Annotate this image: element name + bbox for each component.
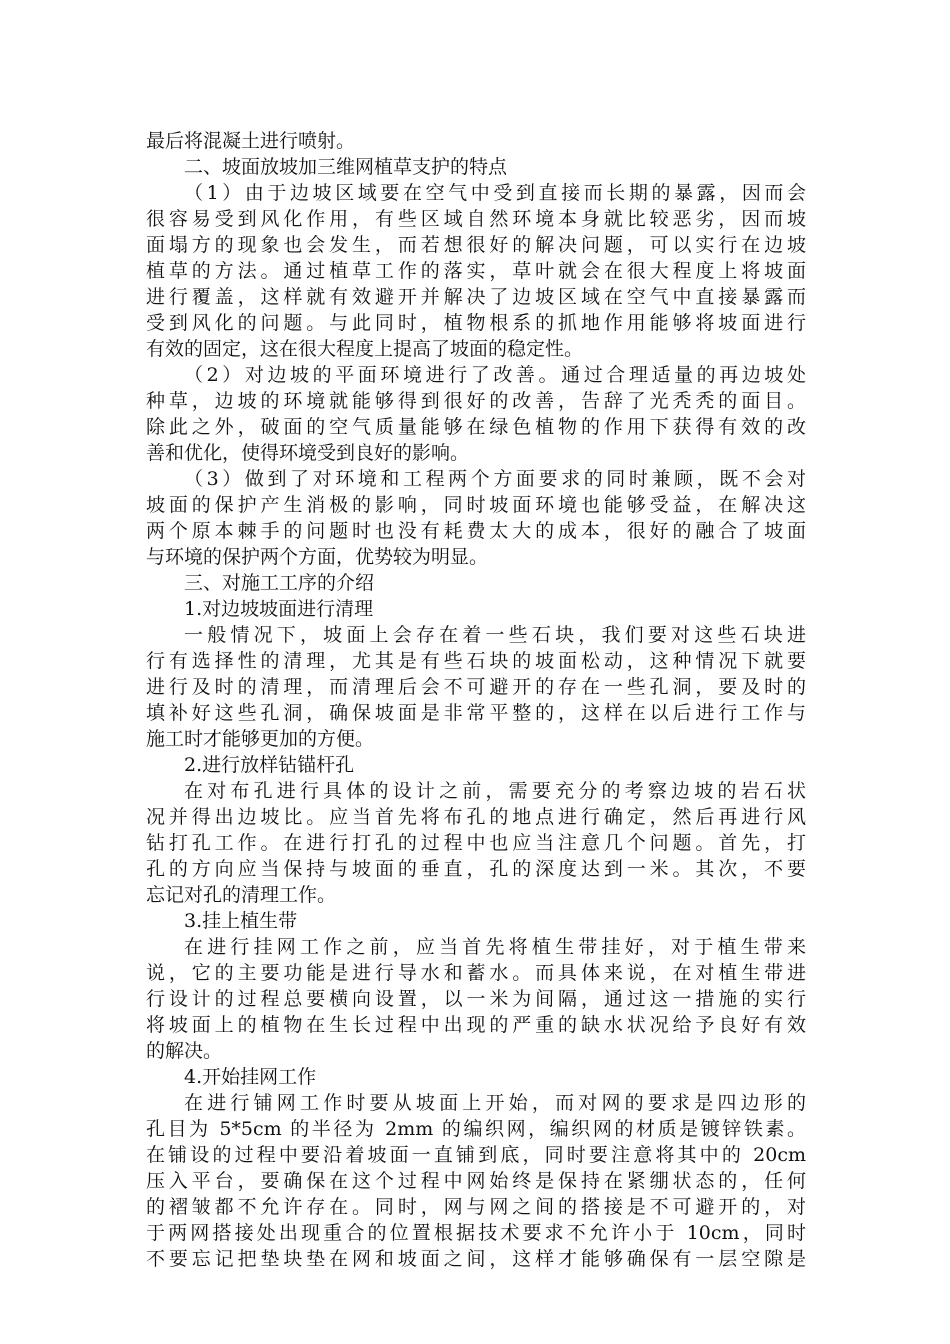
text-line: 说，它的主要功能是进行导水和蓄水。而具体来说，在对植生带进	[146, 962, 806, 984]
text-line: 于两网搭接处出现重合的位置根据技术要求不允许小于 10cm，同时	[146, 1222, 806, 1244]
text-line: 进行覆盖，这样就有效避开并解决了边坡区域在空气中直接暴露而	[146, 286, 806, 308]
text-line: 两个原本棘手的问题时也没有耗费太大的成本，很好的融合了坡面	[146, 520, 806, 542]
text-line: 很容易受到风化作用，有些区域自然环境本身就比较恶劣，因而坡	[146, 208, 806, 230]
text-line: 压入平台，要确保在这个过程中网始终是保持在紧绷状态的，任何	[146, 1170, 806, 1192]
text-line: 忘记对孔的清理工作。	[146, 884, 337, 906]
text-line: 与环境的保护两个方面，优势较为明显。	[146, 546, 489, 568]
text-line: 孔目为 5*5cm 的半径为 2mm 的编织网，编织网的材质是镀锌铁素。	[146, 1118, 806, 1140]
text-line: 填补好这些孔洞，确保坡面是非常平整的，这样在以后进行工作与	[146, 702, 806, 724]
subsection-heading: 4.开始挂网工作	[184, 1066, 317, 1088]
subsection-heading: 3.挂上植生带	[184, 910, 298, 932]
text-line: 面塌方的现象也会发生，而若想很好的解决问题，可以实行在边坡	[146, 234, 806, 256]
text-line: 善和优化，使得环境受到良好的影响。	[146, 442, 470, 464]
text-line: 施工时才能够更加的方便。	[146, 728, 375, 750]
text-line: 的褶皱都不允许存在。同时，网与网之间的搭接是不可避开的，对	[146, 1196, 806, 1218]
text-line: 行设计的过程总要横向设置，以一米为间隔，通过这一措施的实行	[146, 988, 806, 1010]
subsection-heading: 2.进行放样钻锚杆孔	[184, 754, 355, 776]
text-line: 钻打孔工作。在进行打孔的过程中也应当注意几个问题。首先，打	[146, 832, 806, 854]
text-line: 有效的固定，这在很大程度上提高了坡面的稳定性。	[146, 338, 584, 360]
section-heading: 三、对施工工序的介绍	[184, 572, 375, 594]
document-body	[146, 128, 806, 1272]
text-line: 在对布孔进行具体的设计之前，需要充分的考察边坡的岩石状	[184, 780, 806, 802]
text-line: 在铺设的过程中要沿着坡面一直铺到底，同时要注意将其中的 20cm	[146, 1144, 806, 1166]
text-line: 将坡面上的植物在生长过程中出现的严重的缺水状况给予良好有效	[146, 1014, 806, 1036]
text-line: 植草的方法。通过植草工作的落实，草叶就会在很大程度上将坡面	[146, 260, 806, 282]
section-heading: 二、坡面放坡加三维网植草支护的特点	[184, 156, 508, 178]
subsection-heading: 1.对边坡坡面进行清理	[184, 598, 374, 620]
text-line: 况并得出边坡比。应当首先将布孔的地点进行确定，然后再进行风	[146, 806, 806, 828]
text-line: 受到风化的问题。与此同时，植物根系的抓地作用能够将坡面进行	[146, 312, 806, 334]
text-line: （2）对边坡的平面环境进行了改善。通过合理适量的再边坡处	[184, 364, 806, 386]
text-line: 种草，边坡的环境就能够得到很好的改善，告辞了光秃秃的面目。	[146, 390, 806, 412]
text-line: 一般情况下，坡面上会存在着一些石块，我们要对这些石块进	[184, 624, 806, 646]
text-line: 坡面的保护产生消极的影响，同时坡面环境也能够受益，在解决这	[146, 494, 806, 516]
text-line: 最后将混凝土进行喷射。	[146, 130, 356, 152]
text-line: 在进行挂网工作之前，应当首先将植生带挂好，对于植生带来	[184, 936, 806, 958]
text-line: 不要忘记把垫块垫在网和坡面之间，这样才能够确保有一层空隙是	[146, 1248, 806, 1270]
text-line: 孔的方向应当保持与坡面的垂直，孔的深度达到一米。其次，不要	[146, 858, 806, 880]
text-line: 进行及时的清理，而清理后会不可避开的存在一些孔洞，要及时的	[146, 676, 806, 698]
text-line: （3）做到了对环境和工程两个方面要求的同时兼顾，既不会对	[184, 468, 806, 490]
text-line: （1）由于边坡区域要在空气中受到直接而长期的暴露，因而会	[184, 182, 806, 204]
text-line: 行有选择性的清理，尤其是有些石块的坡面松动，这种情况下就要	[146, 650, 806, 672]
text-line: 在进行铺网工作时要从坡面上开始，而对网的要求是四边形的	[184, 1092, 806, 1114]
text-line: 除此之外，破面的空气质量能够在绿色植物的作用下获得有效的改	[146, 416, 806, 438]
text-line: 的解决。	[146, 1040, 223, 1062]
